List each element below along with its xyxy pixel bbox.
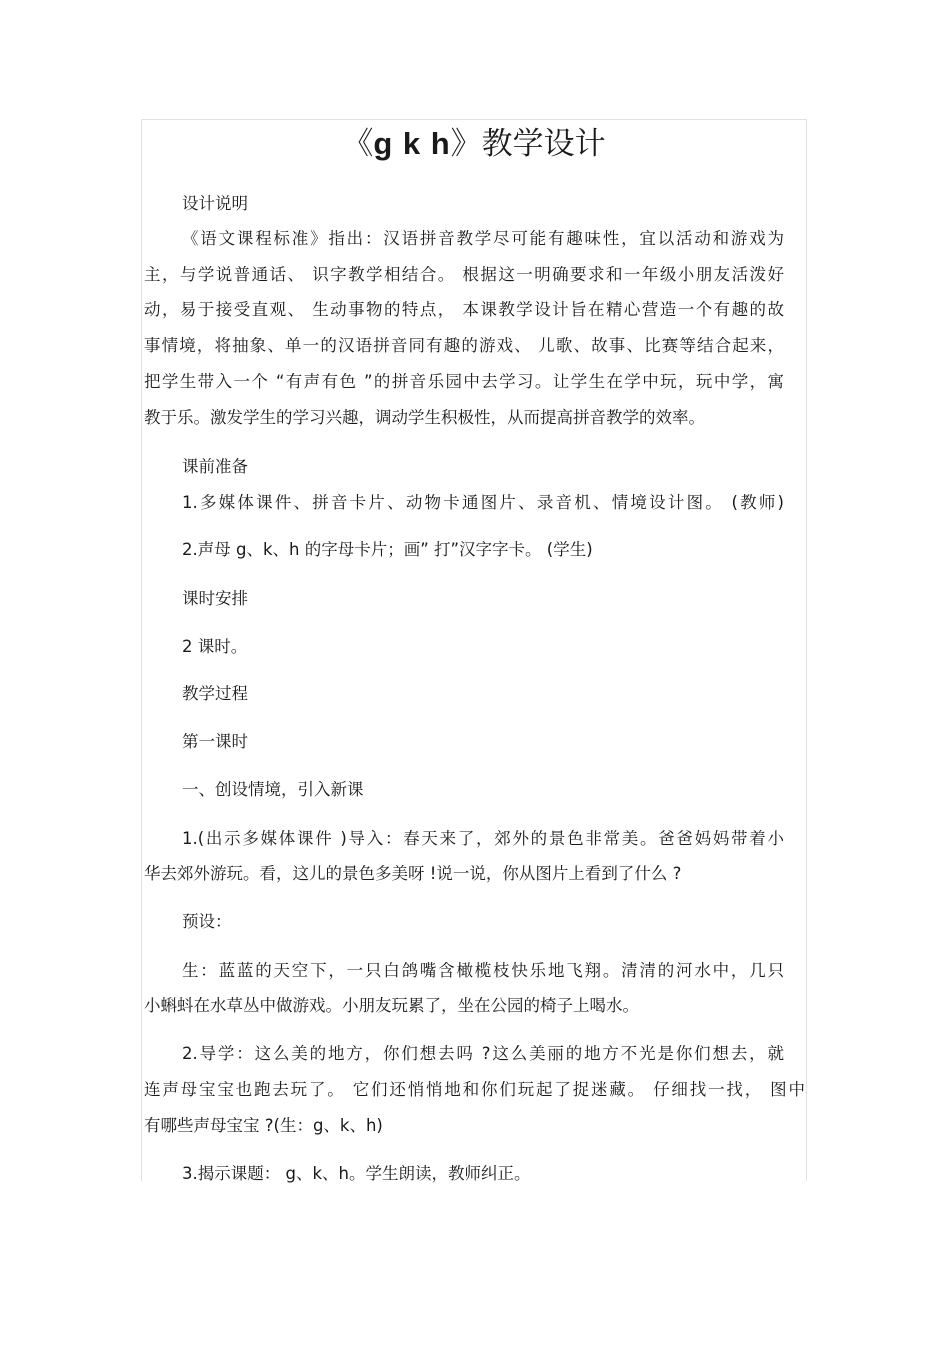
process-heading: 教学过程 xyxy=(182,684,248,703)
schedule-value: 2 课时。 xyxy=(182,637,248,656)
step-one-heading: 一、创设情境，引入新课 xyxy=(182,780,364,799)
design-paragraph-line: 动，易于接受直观、 生动事物的特点， 本课教学设计旨在精心营造一个有趣的故 xyxy=(144,300,784,319)
preset-label: 预设： xyxy=(182,912,232,931)
prep-item-student: 2.声母 g、k、h 的字母卡片；画” 打”汉字字卡。 (学生) xyxy=(182,540,593,559)
title-bracket-open: 《 xyxy=(342,126,374,162)
design-paragraph-line: 主，与学说普通话、 识字教学相结合。 根据这一明确要求和一年级小朋友活泼好 xyxy=(144,265,784,284)
design-paragraph-line: 教于乐。激发学生的学习兴趣，调动学生积极性，从而提高拼音教学的效率。 xyxy=(144,408,705,427)
step-paragraph-line: 2.导学：这么美的地方，你们想去吗 ?这么美丽的地方不光是你们想去，就 xyxy=(182,1044,784,1063)
title-letters: g k h xyxy=(373,126,451,161)
answer-line: 小蝌蚪在水草丛中做游戏。小朋友玩累了，坐在公园的椅子上喝水。 xyxy=(144,996,639,1015)
answer-line: 生：蓝蓝的天空下，一只白鸽嘴含橄榄枝快乐地飞翔。清清的河水中，几只 xyxy=(182,961,784,980)
document-title xyxy=(141,124,807,164)
design-heading: 设计说明 xyxy=(182,194,248,213)
design-paragraph-line: 把学生带入一个 “有声有色 ”的拼音乐园中去学习。让学生在学中玩，玩中学，寓 xyxy=(144,372,784,391)
design-paragraph-line: 事情境，将抽象、单一的汉语拼音同有趣的游戏、 儿歌、故事、比赛等结合起来， xyxy=(144,336,784,355)
schedule-heading: 课时安排 xyxy=(182,589,248,608)
prep-item-teacher: 1.多媒体课件、拼音卡片、动物卡通图片、录音机、情境设计图。 (教师) xyxy=(182,493,784,512)
title-rest: 》教学设计 xyxy=(450,126,606,162)
lesson-one-heading: 第一课时 xyxy=(182,732,248,751)
prep-heading: 课前准备 xyxy=(182,457,248,476)
step-paragraph-line: 1.(出示多媒体课件 )导入：春天来了，郊外的景色非常美。爸爸妈妈带着小 xyxy=(182,829,784,848)
design-paragraph-line: 《语文课程标准》指出：汉语拼音教学尽可能有趣味性，宜以活动和游戏为 xyxy=(182,229,784,248)
step-paragraph-line: 有哪些声母宝宝 ?(生：g、k、h) xyxy=(144,1116,383,1135)
step-paragraph-line: 华去郊外游玩。看，这儿的景色多美呀 !说一说，你从图片上看到了什么 ? xyxy=(144,864,682,883)
step-paragraph-line: 连声母宝宝也跑去玩了。 它们还悄悄地和你们玩起了捉迷藏。 仔细找一找， 图中 xyxy=(144,1080,805,1099)
step-paragraph-line: 3.揭示课题： g、k、h。学生朗读，教师纠正。 xyxy=(182,1164,531,1183)
